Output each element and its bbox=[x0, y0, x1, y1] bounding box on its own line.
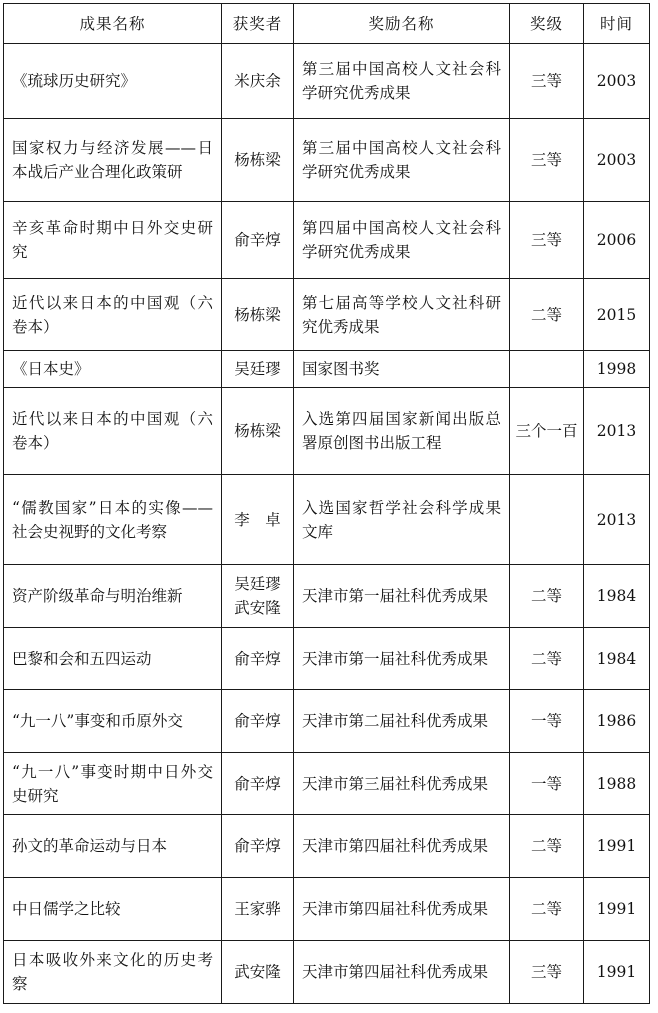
cell-award: 天津市第四届社科优秀成果 bbox=[294, 815, 510, 878]
cell-award: 第七届高等学校人文社科研究优秀成果 bbox=[294, 279, 510, 351]
cell-award: 天津市第四届社科优秀成果 bbox=[294, 941, 510, 1004]
cell-award: 第四届中国高校人文社会科学研究优秀成果 bbox=[294, 202, 510, 279]
cell-level bbox=[510, 351, 584, 388]
table-row bbox=[4, 941, 650, 1004]
cell-winner: 杨栋梁 bbox=[222, 119, 294, 202]
header-level: 奖级 bbox=[510, 4, 584, 44]
table-row bbox=[4, 388, 650, 475]
cell-level bbox=[510, 475, 584, 565]
cell-level: 三等 bbox=[510, 119, 584, 202]
cell-name: 巴黎和会和五四运动 bbox=[4, 628, 222, 690]
cell-winner: 俞辛焞 bbox=[222, 690, 294, 753]
table-row bbox=[4, 878, 650, 941]
cell-year: 2013 bbox=[584, 475, 650, 565]
cell-year: 2003 bbox=[584, 119, 650, 202]
cell-winner: 杨栋梁 bbox=[222, 388, 294, 475]
cell-winner: 吴廷璆 bbox=[222, 351, 294, 388]
cell-winner: 武安隆 bbox=[222, 941, 294, 1004]
cell-name: “儒教国家”日本的实像——社会史视野的文化考察 bbox=[4, 475, 222, 565]
cell-year: 2015 bbox=[584, 279, 650, 351]
cell-name: 《日本史》 bbox=[4, 351, 222, 388]
cell-year: 1991 bbox=[584, 941, 650, 1004]
cell-winner: 米庆余 bbox=[222, 44, 294, 119]
cell-line: 武安隆 bbox=[234, 599, 281, 617]
cell-name: 辛亥革命时期中日外交史研究 bbox=[4, 202, 222, 279]
cell-award: 第三届中国高校人文社会科学研究优秀成果 bbox=[294, 44, 510, 119]
table-row bbox=[4, 690, 650, 753]
cell-year: 1984 bbox=[584, 565, 650, 628]
cell-year: 2013 bbox=[584, 388, 650, 475]
table-row bbox=[4, 753, 650, 815]
cell-level: 三等 bbox=[510, 202, 584, 279]
table-row bbox=[4, 119, 650, 202]
cell-winner bbox=[222, 565, 294, 628]
cell-level: 二等 bbox=[510, 878, 584, 941]
cell-year: 2006 bbox=[584, 202, 650, 279]
cell-year: 1991 bbox=[584, 878, 650, 941]
cell-level: 三等 bbox=[510, 941, 584, 1004]
cell-award: 天津市第二届社科优秀成果 bbox=[294, 690, 510, 753]
cell-year: 1988 bbox=[584, 753, 650, 815]
cell-level: 三个一百 bbox=[510, 388, 584, 475]
cell-level: 一等 bbox=[510, 690, 584, 753]
cell-name: “九一八”事变时期中日外交史研究 bbox=[4, 753, 222, 815]
table-row bbox=[4, 44, 650, 119]
table-row bbox=[4, 351, 650, 388]
cell-award: 天津市第一届社科优秀成果 bbox=[294, 565, 510, 628]
cell-award: 国家图书奖 bbox=[294, 351, 510, 388]
cell-award: 第三届中国高校人文社会科学研究优秀成果 bbox=[294, 119, 510, 202]
cell-award: 入选国家哲学社会科学成果文库 bbox=[294, 475, 510, 565]
cell-award: 天津市第四届社科优秀成果 bbox=[294, 878, 510, 941]
cell-name: 国家权力与经济发展——日本战后产业合理化政策研 bbox=[4, 119, 222, 202]
cell-level: 二等 bbox=[510, 815, 584, 878]
header-row bbox=[4, 4, 650, 44]
cell-level: 一等 bbox=[510, 753, 584, 815]
cell-name: 资产阶级革命与明治维新 bbox=[4, 565, 222, 628]
cell-level: 二等 bbox=[510, 565, 584, 628]
header-name: 成果名称 bbox=[4, 4, 222, 44]
cell-level: 二等 bbox=[510, 279, 584, 351]
cell-name: “九一八”事变和币原外交 bbox=[4, 690, 222, 753]
cell-year: 1998 bbox=[584, 351, 650, 388]
header-award: 奖励名称 bbox=[294, 4, 510, 44]
table-row bbox=[4, 475, 650, 565]
table-row bbox=[4, 628, 650, 690]
cell-winner: 李 卓 bbox=[222, 475, 294, 565]
cell-year: 2003 bbox=[584, 44, 650, 119]
table-row bbox=[4, 279, 650, 351]
cell-winner: 俞辛焞 bbox=[222, 628, 294, 690]
cell-name: 中日儒学之比较 bbox=[4, 878, 222, 941]
cell-winner: 王家骅 bbox=[222, 878, 294, 941]
cell-level: 三等 bbox=[510, 44, 584, 119]
table-body bbox=[4, 44, 650, 1004]
table-row bbox=[4, 202, 650, 279]
cell-year: 1984 bbox=[584, 628, 650, 690]
cell-name: 近代以来日本的中国观（六卷本） bbox=[4, 388, 222, 475]
cell-line: 吴廷璆 bbox=[234, 575, 281, 593]
cell-winner: 杨栋梁 bbox=[222, 279, 294, 351]
cell-year: 1986 bbox=[584, 690, 650, 753]
cell-winner: 俞辛焞 bbox=[222, 202, 294, 279]
table-row bbox=[4, 815, 650, 878]
cell-name: 近代以来日本的中国观（六卷本） bbox=[4, 279, 222, 351]
cell-name: 日本吸收外来文化的历史考察 bbox=[4, 941, 222, 1004]
cell-award: 天津市第一届社科优秀成果 bbox=[294, 628, 510, 690]
cell-name: 《琉球历史研究》 bbox=[4, 44, 222, 119]
cell-winner: 俞辛焞 bbox=[222, 815, 294, 878]
header-winner: 获奖者 bbox=[222, 4, 294, 44]
cell-award: 入选第四届国家新闻出版总署原创图书出版工程 bbox=[294, 388, 510, 475]
table-row bbox=[4, 565, 650, 628]
cell-award: 天津市第三届社科优秀成果 bbox=[294, 753, 510, 815]
cell-level: 二等 bbox=[510, 628, 584, 690]
header-year: 时间 bbox=[584, 4, 650, 44]
cell-year: 1991 bbox=[584, 815, 650, 878]
cell-winner: 俞辛焞 bbox=[222, 753, 294, 815]
cell-name: 孙文的革命运动与日本 bbox=[4, 815, 222, 878]
awards-table bbox=[3, 3, 650, 1004]
